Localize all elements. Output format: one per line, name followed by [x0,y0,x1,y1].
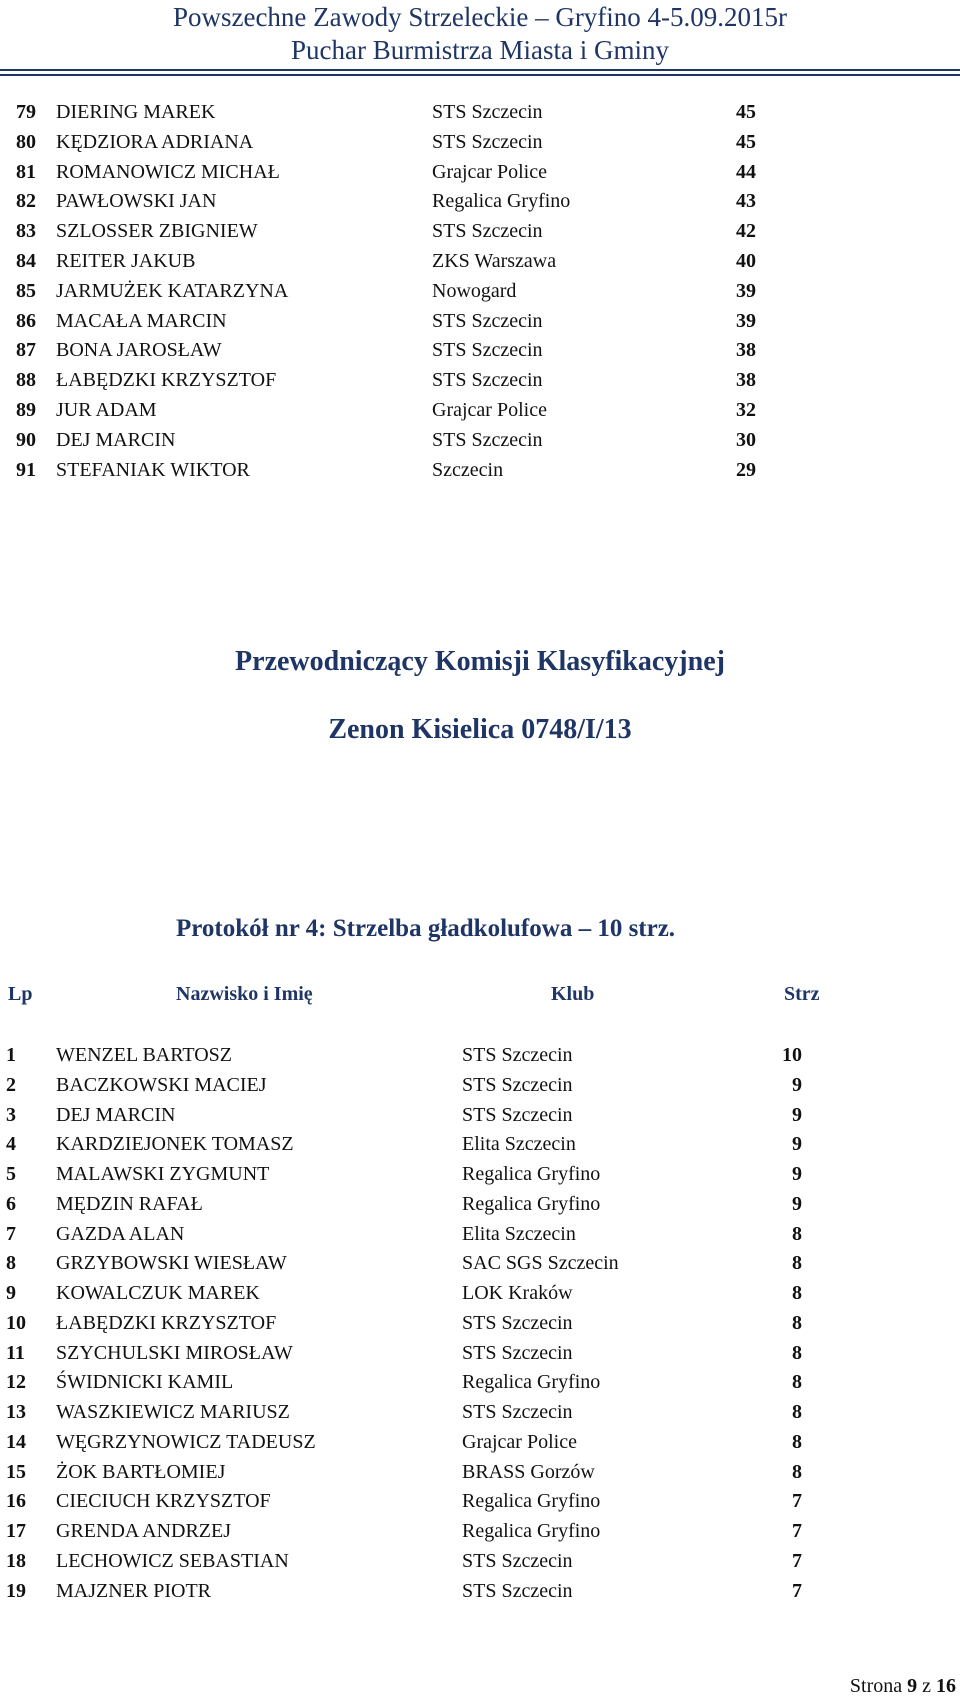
row-name: KOWALCZUK MAREK [56,1282,260,1304]
row-lp: 3 [6,1103,16,1126]
row-score: 39 [736,309,756,332]
row-club: Regalica Gryfino [432,190,571,213]
table-row [0,127,960,157]
row-club: STS Szczecin [462,1073,573,1096]
row-club: STS Szczecin [432,309,543,332]
row-lp: 1 [6,1044,16,1066]
row-club: Regalica Gryfino [462,1520,601,1542]
table-row [0,335,960,365]
row-club: Regalica Gryfino [462,1490,601,1513]
table-row [0,1219,960,1249]
row-club: STS Szczecin [462,1311,573,1334]
table-row [0,1159,960,1189]
row-lp: 11 [6,1341,25,1364]
row-name: GRENDA ANDRZEJ [56,1520,232,1542]
row-club: SAC SGS Szczecin [462,1252,619,1275]
row-club: LOK Kraków [462,1282,573,1304]
row-lp: 91 [16,458,36,481]
row-name: DEJ MARCIN [56,1103,176,1126]
row-score: 8 [792,1460,802,1483]
row-score: 9 [792,1163,802,1185]
row-lp: 15 [6,1460,26,1483]
row-score: 8 [792,1311,802,1334]
row-lp: 86 [16,309,36,332]
page-label: Strona [849,1675,903,1697]
row-lp: 83 [16,220,36,243]
row-score: 29 [736,458,756,481]
column-header-club: Klub [551,983,595,1005]
row-name: MACAŁA MARCIN [56,309,227,332]
row-name: KARDZIEJONEK TOMASZ [56,1133,294,1156]
table-row [0,455,960,485]
header-divider-second [0,74,960,76]
table-row [0,276,960,306]
header-title: Powszechne Zawody Strzeleckie – Gryfino 4-5.09.2015r [172,2,788,32]
row-lp: 5 [6,1163,16,1185]
row-score: 43 [736,190,756,213]
row-club: Regalica Gryfino [462,1163,601,1185]
row-lp: 12 [6,1371,26,1394]
row-club: STS Szczecin [432,339,543,362]
row-score: 45 [736,130,756,153]
table-row [0,1576,960,1606]
row-club: STS Szczecin [432,130,543,153]
signature-name: Zenon Kisielica 0748/I/13 [328,714,632,745]
row-name: MĘDZIN RAFAŁ [56,1192,203,1215]
row-lp: 19 [6,1579,26,1602]
row-name: JUR ADAM [56,399,157,421]
row-club: Elita Szczecin [462,1133,576,1156]
row-score: 45 [736,101,756,123]
table-row [0,157,960,187]
row-lp: 84 [16,250,36,272]
row-score: 8 [792,1401,802,1423]
row-lp: 2 [6,1073,16,1096]
row-club: Nowogard [432,279,517,302]
row-score: 8 [792,1222,802,1245]
row-club: Grajcar Police [432,160,547,183]
row-score: 7 [792,1579,802,1602]
row-score: 7 [792,1549,802,1572]
row-lp: 79 [16,101,36,123]
table-row [0,1457,960,1487]
row-name: BACZKOWSKI MACIEJ [56,1073,267,1096]
table-row [0,1248,960,1278]
row-score: 9 [792,1192,802,1215]
protocol-title: Protokół nr 4: Strzelba gładkolufowa – 10 strz. [176,915,676,942]
row-name: STEFANIAK WIKTOR [56,458,250,481]
table-row [0,186,960,216]
row-club: STS Szczecin [462,1044,573,1066]
table-row [0,1546,960,1576]
row-name: MAJZNER PIOTR [56,1579,212,1602]
row-score: 39 [736,279,756,302]
table-row [0,425,960,455]
row-club: Grajcar Police [432,399,547,421]
table-row [0,1516,960,1546]
row-name: SZYCHULSKI MIROSŁAW [56,1341,293,1364]
table-row [0,1338,960,1368]
row-club: STS Szczecin [462,1341,573,1364]
table-row [0,1397,960,1427]
table-row [0,1367,960,1397]
row-name: WENZEL BARTOSZ [56,1044,233,1066]
row-name: ŻOK BARTŁOMIEJ [56,1460,226,1483]
row-lp: 17 [6,1520,26,1542]
row-name: SZLOSSER ZBIGNIEW [56,220,258,243]
row-club: STS Szczecin [432,369,543,392]
row-lp: 81 [16,160,36,183]
row-score: 8 [792,1371,802,1394]
table-row [0,365,960,395]
row-club: STS Szczecin [462,1401,573,1423]
row-lp: 16 [6,1490,26,1513]
table-row [0,1040,960,1070]
row-club: STS Szczecin [432,428,543,451]
row-lp: 10 [6,1311,26,1334]
row-lp: 88 [16,369,36,392]
table-row [0,97,960,127]
row-lp: 85 [16,279,36,302]
row-score: 9 [792,1133,802,1156]
row-lp: 8 [6,1252,16,1275]
row-lp: 13 [6,1401,26,1423]
row-score: 9 [792,1103,802,1126]
row-score: 38 [736,339,756,362]
row-score: 9 [792,1073,802,1096]
row-score: 10 [782,1044,802,1066]
row-name: DEJ MARCIN [56,428,176,451]
row-name: WĘGRZYNOWICZ TADEUSZ [56,1430,316,1453]
row-club: Szczecin [432,458,504,481]
table-row [0,306,960,336]
row-name: ŚWIDNICKI KAMIL [56,1371,234,1394]
header-divider [0,69,960,71]
table-row [0,216,960,246]
row-score: 42 [736,220,756,243]
table-row [0,1278,960,1308]
table-header [0,979,960,1009]
table-row [0,1427,960,1457]
row-name: BONA JAROSŁAW [56,339,222,362]
signature-title: Przewodniczący Komisji Klasyfikacyjnej [235,646,725,677]
row-score: 32 [736,399,756,421]
row-score: 7 [792,1520,802,1542]
row-lp: 4 [6,1133,16,1156]
row-lp: 87 [16,339,36,362]
row-name: ŁABĘDZKI KRZYSZTOF [56,369,277,392]
row-club: Regalica Gryfino [462,1192,601,1215]
row-lp: 6 [6,1192,16,1215]
row-name: GAZDA ALAN [56,1222,185,1245]
row-name: CIECIUCH KRZYSZTOF [56,1490,271,1513]
row-name: DIERING MAREK [56,101,216,123]
row-score: 8 [792,1252,802,1275]
table-row [0,1308,960,1338]
row-score: 30 [736,428,756,451]
row-lp: 14 [6,1430,26,1453]
page-total: 16 [936,1675,956,1697]
table-row [0,1486,960,1516]
row-score: 8 [792,1341,802,1364]
page-number: 9 [907,1675,918,1697]
row-lp: 82 [16,190,36,213]
table-row [0,1129,960,1159]
table-row [0,1100,960,1130]
table-row [0,1070,960,1100]
row-score: 44 [736,160,756,183]
table-row [0,1189,960,1219]
row-club: Elita Szczecin [462,1222,576,1245]
table-row [0,246,960,276]
page-footer [850,1672,956,1700]
row-score: 38 [736,369,756,392]
row-club: BRASS Gorzów [462,1460,595,1483]
page-separator: z [922,1675,931,1697]
row-lp: 7 [6,1222,16,1245]
row-club: Regalica Gryfino [462,1371,601,1394]
column-header-strz: Strz [784,983,820,1005]
row-lp: 90 [16,428,36,451]
row-club: STS Szczecin [462,1103,573,1126]
row-club: STS Szczecin [462,1549,573,1572]
row-name: LECHOWICZ SEBASTIAN [56,1549,289,1572]
row-lp: 80 [16,130,36,153]
row-score: 8 [792,1282,802,1304]
row-name: REITER JAKUB [56,250,196,272]
row-club: Grajcar Police [462,1430,577,1453]
row-name: KĘDZIORA ADRIANA [56,130,254,153]
row-club: STS Szczecin [432,101,543,123]
row-name: PAWŁOWSKI JAN [56,190,217,213]
column-header-lp: Lp [8,983,33,1005]
row-lp: 89 [16,399,36,421]
row-score: 7 [792,1490,802,1513]
row-name: JARMUŻEK KATARZYNA [56,279,289,302]
header-subtitle: Puchar Burmistrza Miasta i Gminy [291,35,669,65]
row-lp: 9 [6,1282,16,1304]
row-score: 8 [792,1430,802,1453]
row-lp: 18 [6,1549,26,1572]
row-name: WASZKIEWICZ MARIUSZ [56,1401,290,1423]
row-club: STS Szczecin [462,1579,573,1602]
row-name: GRZYBOWSKI WIESŁAW [56,1252,287,1275]
row-name: MALAWSKI ZYGMUNT [56,1163,270,1185]
column-header-name: Nazwisko i Imię [176,983,313,1005]
row-name: ROMANOWICZ MICHAŁ [56,160,280,183]
row-name: ŁABĘDZKI KRZYSZTOF [56,1311,277,1334]
row-club: STS Szczecin [432,220,543,243]
table-row [0,395,960,425]
row-score: 40 [736,250,756,272]
row-club: ZKS Warszawa [432,250,557,272]
